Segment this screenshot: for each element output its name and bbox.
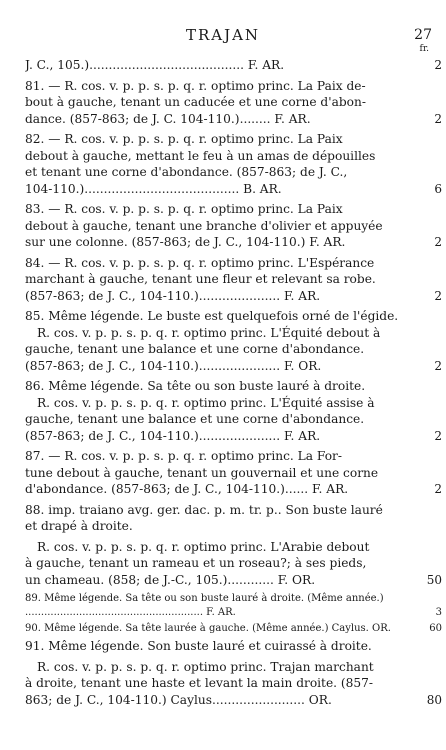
catalog-entry [25,638,422,655]
catalog-entry [25,448,442,498]
entry-price: 2 [434,482,442,496]
catalog-entry [25,378,442,444]
catalog-entry [25,592,442,620]
entry-line: marchant à gauche, tenant une fleur et relevant sa robe. [25,272,376,286]
entry-line: 83. — R. cos. v. p. p. s. p. q. r. optimo princ. La Paix [25,202,343,216]
entry-line: (857-863; de J. C., 104-110.)..................... F. AR. [25,428,321,443]
entry-line: gauche, tenant une balance et une corne d'abondance. [25,342,365,356]
page-number: 27 [414,27,432,43]
entry-line: J. C., 105.)........................................ F. AR. [25,58,285,72]
entry-line: à droite, tenant une haste et levant la main droite. (857- [25,676,374,690]
entry-line: R. cos. v. p. p. s. p. q. r. optimo princ. Trajan marchant [37,659,374,674]
entry-price: 50 [426,572,442,587]
entry-line: sur une colonne. (857-863; de J. C., 104-110.) F. AR. [25,235,346,249]
catalog-entry [25,622,442,636]
entry-price: 6 [434,181,442,196]
entry-line: R. cos. v. p. p. s. p. q. r. optimo princ. L'Équité debout à [37,325,381,340]
entry-line: (857-863; de J. C., 104-110.)..................... F. OR. [25,358,322,373]
entry-line: 88. imp. traiano avg. ger. dac. p. m. tr. p.. Son buste lauré [25,502,383,517]
catalog-entry [25,308,442,374]
catalog-entry [25,78,442,128]
catalog-entry [25,502,422,535]
entry-line: 91. Même légende. Son buste lauré et cuirassé à droite. [25,639,372,653]
catalog-entry [25,131,442,197]
entry-line: debout à gauche, mettant le feu à un amas de dépouilles [25,148,376,163]
entry-line: debout à gauche, tenant une branche d'olivier et appuyée [25,218,383,233]
entry-price: 3 [435,607,442,618]
entry-line: à gauche, tenant un rameau et un roseau?; à ses pieds, [25,556,367,570]
entry-line: 86. Même légende. Sa tête ou son buste lauré à droite. [25,379,366,393]
currency-label: fr. [419,44,429,54]
entry-line: 90. Même légende. Sa tête laurée à gauche. (Même année.) Caylus. OR. [25,623,391,634]
entry-line: (857-863; de J. C., 104-110.)..................... F. AR. [25,288,321,303]
entry-price: 2 [434,358,442,373]
entry-line: 84. — R. cos. v. p. p. s. p. q. r. optimo princ. L'Espérance [25,255,375,270]
catalog-entry [25,57,442,74]
catalog-entry [25,201,442,251]
entry-line: 863; de J. C., 104-110.) Caylus........................ OR. [25,692,332,707]
entry-line: et drapé à droite. [25,519,133,533]
entry-price: 2 [434,288,442,303]
entry-price: 2 [434,428,442,443]
entry-price: 2 [434,58,442,72]
entry-line: 89. Même légende. Sa tête ou son buste lauré à droite. (Même année.) [25,593,384,604]
entry-price: 2 [434,235,442,249]
catalog-entry [25,659,442,709]
page-title: TRAJAN [185,26,261,44]
entry-line: 104-110.)........................................ B. AR. [25,181,282,196]
entry-line: gauche, tenant une balance et une corne d'abondance. [25,412,365,426]
entry-line: 85. Même légende. Le buste est quelquefois orné de l'égide. [25,309,399,323]
entry-line: d'abondance. (857-863; de J. C., 104-110.)...... F. AR. [25,482,349,496]
entry-line: dance. (857-863; de J. C. 104-110.)........ F. AR. [25,111,311,126]
entry-line: 87. — R. cos. v. p. p. s. p. q. r. optimo princ. La For- [25,449,342,463]
catalog-entry [25,539,442,589]
entry-line: ........................................................ F. AR. [25,607,236,618]
entry-line: 81. — R. cos. v. p. p. s. p. q. r. optimo princ. La Paix de- [25,78,366,93]
entry-line: et tenant une corne d'abondance. (857-863; de J. C., [25,165,348,179]
entry-line: bout à gauche, tenant un caducée et une corne d'abon- [25,95,366,109]
entry-price: 60 [429,623,442,634]
catalog-entries [25,57,442,712]
entry-line: un chameau. (858; de J.-C., 105.)............ F. OR. [25,572,316,587]
entry-line: tune debout à gauche, tenant un gouvernail et une corne [25,465,379,480]
entry-price: 80 [426,692,442,707]
entry-line: R. cos. v. p. p. s. p. q. r. optimo princ. L'Équité assise à [37,395,375,410]
entry-price: 2 [434,111,442,126]
entry-line: 82. — R. cos. v. p. p. s. p. q. r. optimo princ. La Paix [25,132,343,146]
entry-line: R. cos. v. p. p. s. p. q. r. optimo princ. L'Arabie debout [37,539,370,554]
catalog-entry [25,255,442,305]
